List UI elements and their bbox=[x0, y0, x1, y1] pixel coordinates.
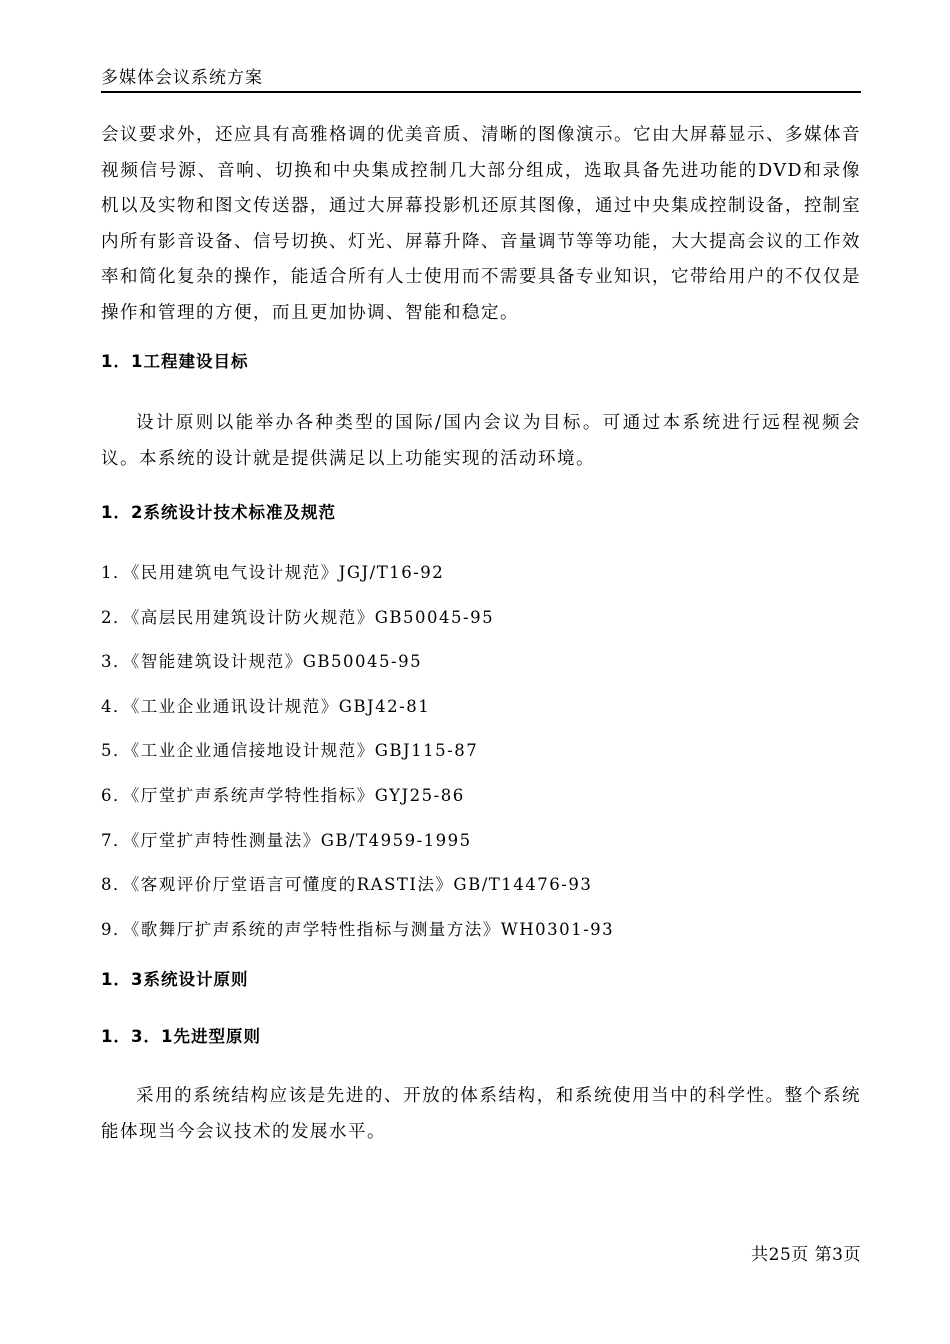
header-title: 多媒体会议系统方案 bbox=[101, 68, 263, 88]
section-1-3-1-heading: 1．3．1先进型原则 bbox=[101, 1027, 261, 1047]
intro-paragraph: 会议要求外，还应具有高雅格调的优美音质、清晰的图像演示。它由大屏幕显示、多媒体音视频信号源、音响、切换和中央集成控制几大部分组成，选取具备先进功能的DVD和录像机以及实物和图文传送器，通过大屏幕投影机还原其图像，通过中央集成控制设备，控制室内所有影音设备、信号切换、灯光、屏幕升降、音量调节等等功能，大大提高会议的工作效率和简化复杂的操作，能适合所有人士使用而不需要具备专业知识，它带给用户的不仅仅是操作和管理的方便，而且更加协调、智能和稳定。 bbox=[101, 125, 861, 323]
document-body bbox=[101, 118, 861, 1150]
section-1-3-heading: 1．3系统设计原则 bbox=[101, 970, 249, 990]
section-1-1-paragraph: 设计原则以能举办各种类型的国际/国内会议为目标。可通过本系统进行远程视频会议。本系统的设计就是提供满足以上功能实现的活动环境。 bbox=[101, 413, 861, 469]
list-item: 7．《厅堂扩声特性测量法》GB/T4959-1995 bbox=[101, 830, 472, 850]
section-1-2-heading: 1．2系统设计技术标准及规范 bbox=[101, 503, 336, 522]
page-number: 共25页 第3页 bbox=[751, 1245, 861, 1265]
list-item: 5．《工业企业通信接地设计规范》GBJ115-87 bbox=[101, 741, 479, 761]
list-item: 4．《工业企业通讯设计规范》GBJ42-81 bbox=[101, 696, 431, 716]
list-item: 9．《歌舞厅扩声系统的声学特性指标与测量方法》WH0301-93 bbox=[101, 919, 615, 939]
list-item: 8．《客观评价厅堂语言可懂度的RASTI法》GB/T14476-93 bbox=[101, 875, 593, 895]
section-1-3-1-paragraph: 采用的系统结构应该是先进的、开放的体系结构，和系统使用当中的科学性。整个系统能体现当今会议技术的发展水平。 bbox=[101, 1086, 861, 1142]
standards-list bbox=[101, 551, 861, 952]
list-item: 2．《高层民用建筑设计防火规范》GB50045-95 bbox=[101, 607, 495, 627]
section-1-1-heading: 1．1工程建设目标 bbox=[101, 352, 249, 371]
list-item: 6．《厅堂扩声系统声学特性指标》GYJ25-86 bbox=[101, 785, 465, 805]
list-item: 3．《智能建筑设计规范》GB50045-95 bbox=[101, 652, 423, 672]
list-item: 1．《民用建筑电气设计规范》JGJ/T16-92 bbox=[101, 563, 445, 582]
header-rule bbox=[101, 91, 861, 93]
